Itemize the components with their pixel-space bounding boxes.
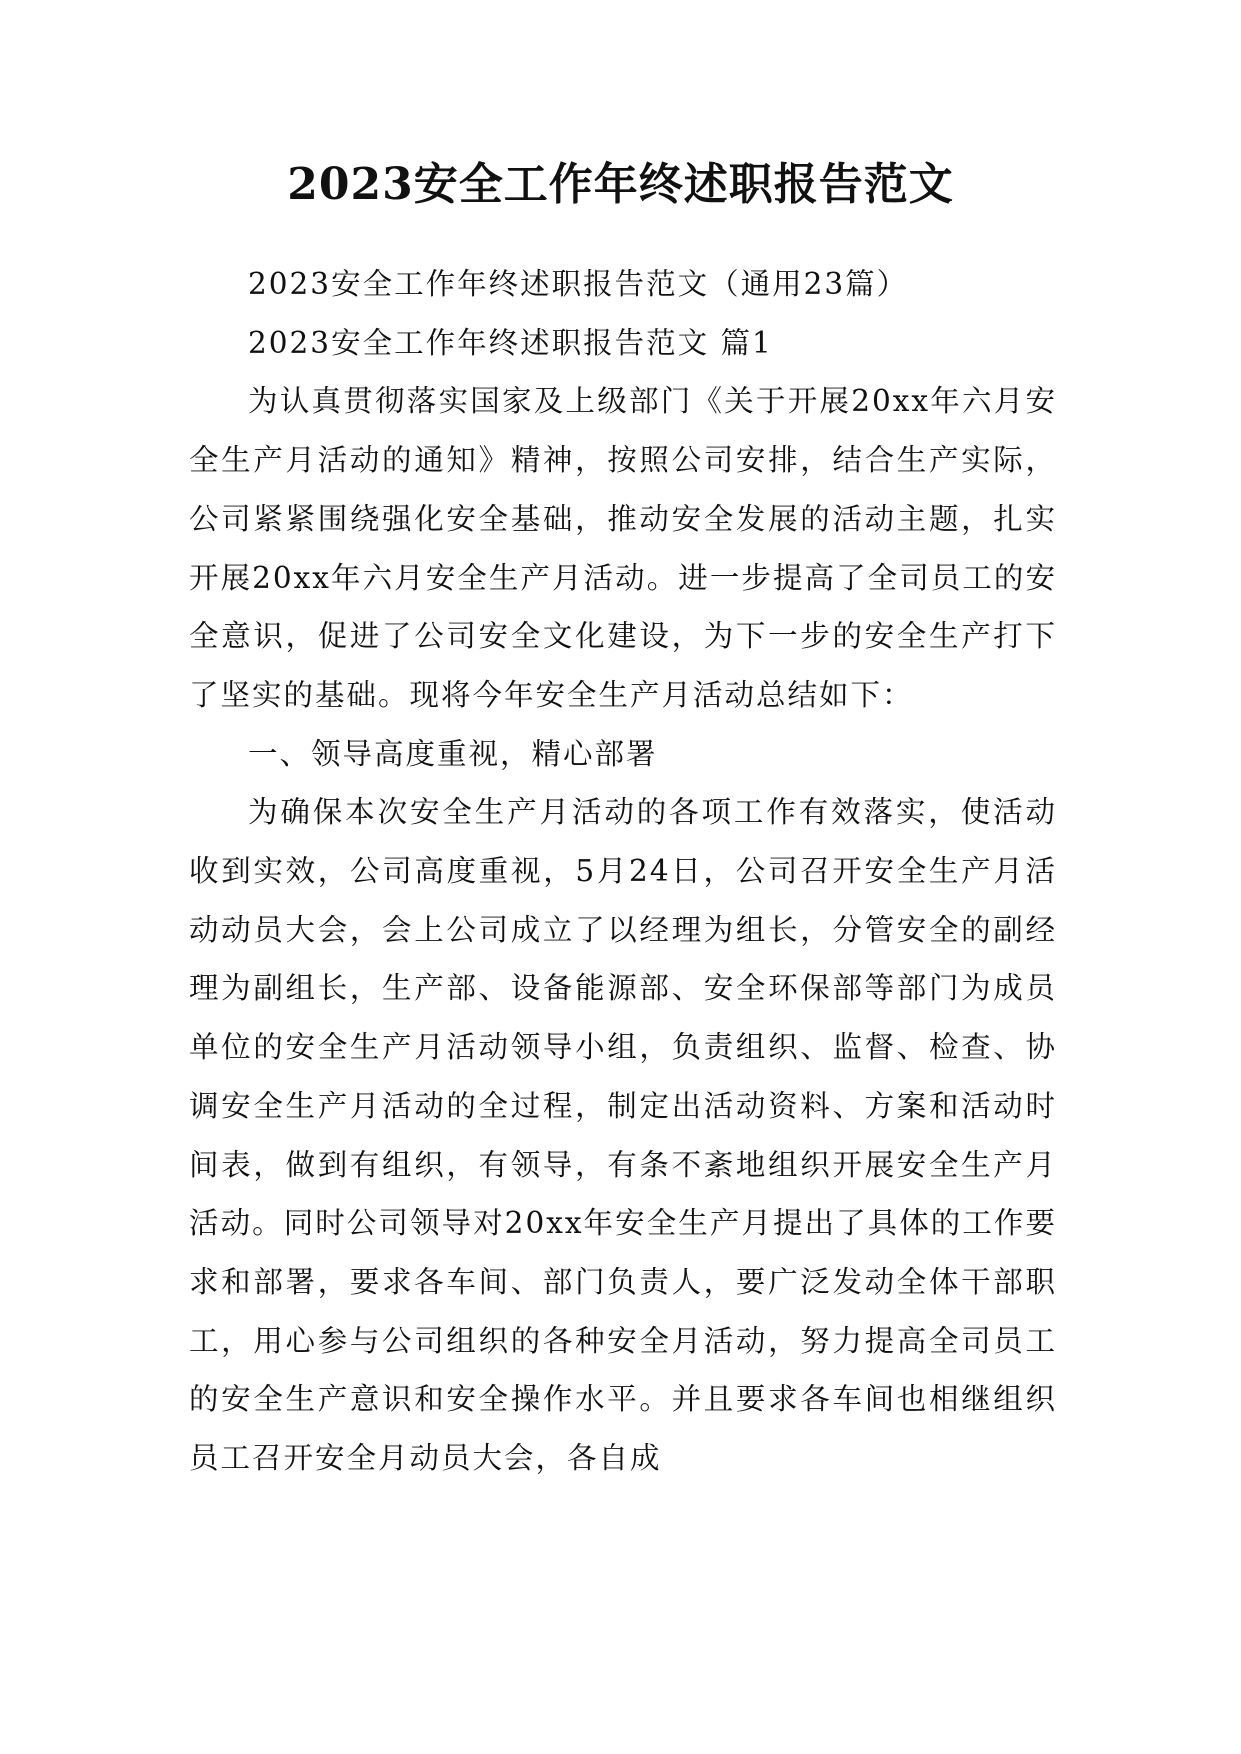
- body-paragraph: 为认真贯彻落实国家及上级部门《关于开展20xx年六月安全生产月活动的通知》精神，按照公司安排，结合生产实际，公司紧紧围绕强化安全基础，推动安全发展的活动主题，扎实开展20xx年六月安全生产月活动。进一步提高了全司员工的安全意识，促进了公司安全文化建设，为下一步的安全生产打下了坚实的基础。现将今年安全生产月活动总结如下：: [189, 384, 1057, 712]
- section-heading: 一、领导高度重视，精心部署: [248, 736, 658, 771]
- subtitle-paragraph: 2023安全工作年终述职报告范文（通用23篇）: [248, 267, 909, 301]
- document-title: 2023安全工作年终述职报告范文: [287, 159, 954, 210]
- body-paragraph: 为确保本次安全生产月活动的各项工作有效落实，使活动收到实效，公司高度重视，5月24日，公司召开安全生产月活动动员大会，会上公司成立了以经理为组长，分管安全的副经理为副组长，生产部、设备能源部、安全环保部等部门为成员单位的安全生产月活动领导小组，负责组织、监督、检查、协调安全生产月活动的全过程，制定出活动资料、方案和活动时间表，做到有组织，有领导，有条不紊地组织开展安全生产月活动。同时公司领导对20xx年安全生产月提出了具体的工作要求和部署，要求各车间、部门负责人，要广泛发动全体干部职工，用心参与公司组织的各种安全月活动，努力提高全司员工的安全生产意识和安全操作水平。并且要求各车间也相继组织员工召开安全月动员大会，各自成: [189, 795, 1057, 1476]
- section-heading-article-1: 2023安全工作年终述职报告范文 篇1: [248, 325, 773, 360]
- document-body: [189, 255, 1057, 1488]
